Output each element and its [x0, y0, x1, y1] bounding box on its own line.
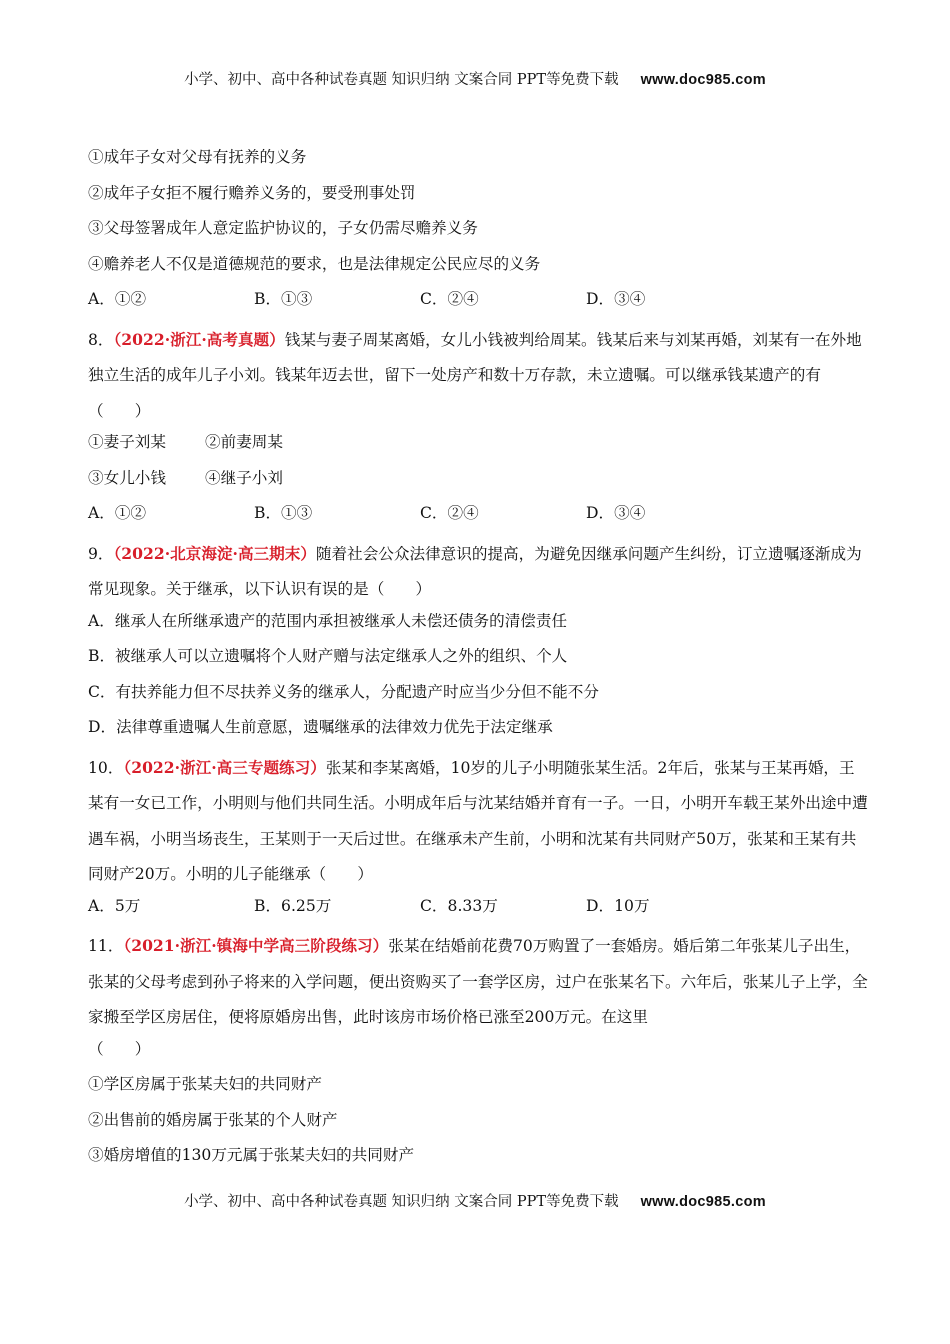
- q8-option-a: A．①②: [88, 504, 147, 522]
- page-header: [0, 68, 950, 89]
- q7-statement-3: ③父母签署成年人意定监护协议的，子女仍需尽赡养义务: [88, 219, 478, 237]
- q11-statement-1: ①学区房属于张某夫妇的共同财产: [88, 1075, 322, 1093]
- header-text: 小学、初中、高中各种试卷真题 知识归纳 文案合同 PPT等免费下载: [184, 72, 619, 88]
- q8-options: [88, 500, 868, 536]
- q8-option-d: D．③④: [586, 504, 646, 522]
- q8-source: （2022·浙江·高考真题）: [113, 329, 285, 349]
- footer-text: 小学、初中、高中各种试卷真题 知识归纳 文案合同 PPT等免费下载: [184, 1194, 619, 1210]
- q7-statement-4: ④赡养老人不仅是道德规范的要求，也是法律规定公民应尽的义务: [88, 254, 541, 273]
- q10-option-b: B．6.25万: [254, 896, 332, 915]
- q9-stem: 随着社会公众法律意识的提高，为避免因继承问题产生纠纷，订立遗嘱逐渐成为常见现象。关于继承，以下认识有误的是（ ）: [88, 544, 862, 598]
- q7-option-a: A．①②: [88, 290, 147, 308]
- q11-question: [88, 928, 868, 1036]
- q8-statement-2: ②前妻周某: [205, 433, 283, 451]
- q7-option-c: C．②④: [420, 290, 479, 308]
- q7-option-b: B．①③: [254, 290, 313, 308]
- q8-statement-1: ①妻子刘某: [88, 433, 166, 451]
- q8-option-c: C．②④: [420, 504, 479, 522]
- q9-choice-c: C．有扶养能力但不尽扶养义务的继承人，分配遗产时应当少分但不能不分: [88, 682, 599, 701]
- page-footer: [0, 1190, 950, 1211]
- q7-statement-1: ①成年子女对父母有抚养的义务: [88, 148, 307, 166]
- q9-number: 9．: [88, 544, 114, 563]
- q9-choice-b: B．被继承人可以立遗嘱将个人财产赠与法定继承人之外的组织、个人: [88, 647, 568, 665]
- q7-statement-2: ②成年子女拒不履行赡养义务的，要受刑事处罚: [88, 183, 416, 202]
- q11-number: 11．: [88, 937, 124, 955]
- q8-stem: 钱某与妻子周某离婚，女儿小钱被判给周某。钱某后来与刘某再婚，刘某有一在外地独立生活的成年儿子小刘。钱某年迈去世，留下一处房产和数十万存款，未立遗嘱。可以继承钱某遗产的有（ ）: [88, 330, 862, 420]
- q8-option-b: B．①③: [254, 504, 313, 522]
- q8-statement-row-1: [88, 429, 868, 465]
- q10-option-c: C．8.33万: [420, 896, 498, 915]
- q8-number: 8．: [88, 330, 114, 349]
- q8-statement-4: ④继子小刘: [205, 468, 283, 487]
- q10-source: （2022·浙江·高三专题练习）: [123, 757, 326, 777]
- q11-statement-3: ③婚房增值的130万元属于张某夫妇的共同财产: [88, 1146, 415, 1164]
- document-body: [88, 144, 868, 1178]
- q10-stem: 张某和李某离婚，10岁的儿子小明随张某生活。2年后，张某与王某再婚，王某有一女已工作，小明则与他们共同生活。小明成年后与沈某结婚并育有一子。一日，小明开车载王某外出途中遭遇车祸，小明当场丧生，王某则于一天后过世。在继承未产生前，小明和沈某有共同财产50万，张某和王某有共同财产20万。小明的儿子能继承（ ）: [88, 758, 868, 883]
- q11-stem: 张某在结婚前花费70万购置了一套婚房。婚后第二年张某儿子出生，张某的父母考虑到孙子将来的入学问题，便出资购买了一套学区房，过户在张某名下。六年后，张某儿子上学，全家搬至学区房居住，便将原婚房出售，此时该房市场价格已涨至200万元。在这里: [88, 937, 868, 1026]
- header-site-link[interactable]: www.doc985.com: [640, 72, 766, 88]
- q10-number: 10．: [88, 758, 124, 777]
- q9-question: [88, 536, 868, 608]
- q7-options: [88, 286, 868, 322]
- q7-option-d: D．③④: [586, 290, 646, 308]
- q11-statement-2: ②出售前的婚房属于张某的个人财产: [88, 1110, 338, 1129]
- q8-statement-row-2: [88, 465, 868, 501]
- q10-options: [88, 893, 868, 929]
- q9-choice-a: A．继承人在所继承遗产的范围内承担被继承人未偿还债务的清偿责任: [88, 611, 568, 630]
- q10-option-d: D．10万: [586, 896, 650, 915]
- q8-question: [88, 322, 868, 430]
- q10-question: [88, 750, 868, 893]
- q8-statement-3: ③女儿小钱: [88, 468, 166, 487]
- q11-source: （2021·浙江·镇海中学高三阶段练习）: [123, 936, 389, 955]
- q9-source: （2022·北京海淀·高三期末）: [113, 543, 316, 563]
- q11-answer-paren: （ ）: [88, 1039, 151, 1058]
- footer-site-link[interactable]: www.doc985.com: [640, 1194, 766, 1210]
- q9-choice-d: D．法律尊重遗嘱人生前意愿，遗嘱继承的法律效力优先于法定继承: [88, 718, 553, 736]
- q10-option-a: A．5万: [88, 896, 141, 915]
